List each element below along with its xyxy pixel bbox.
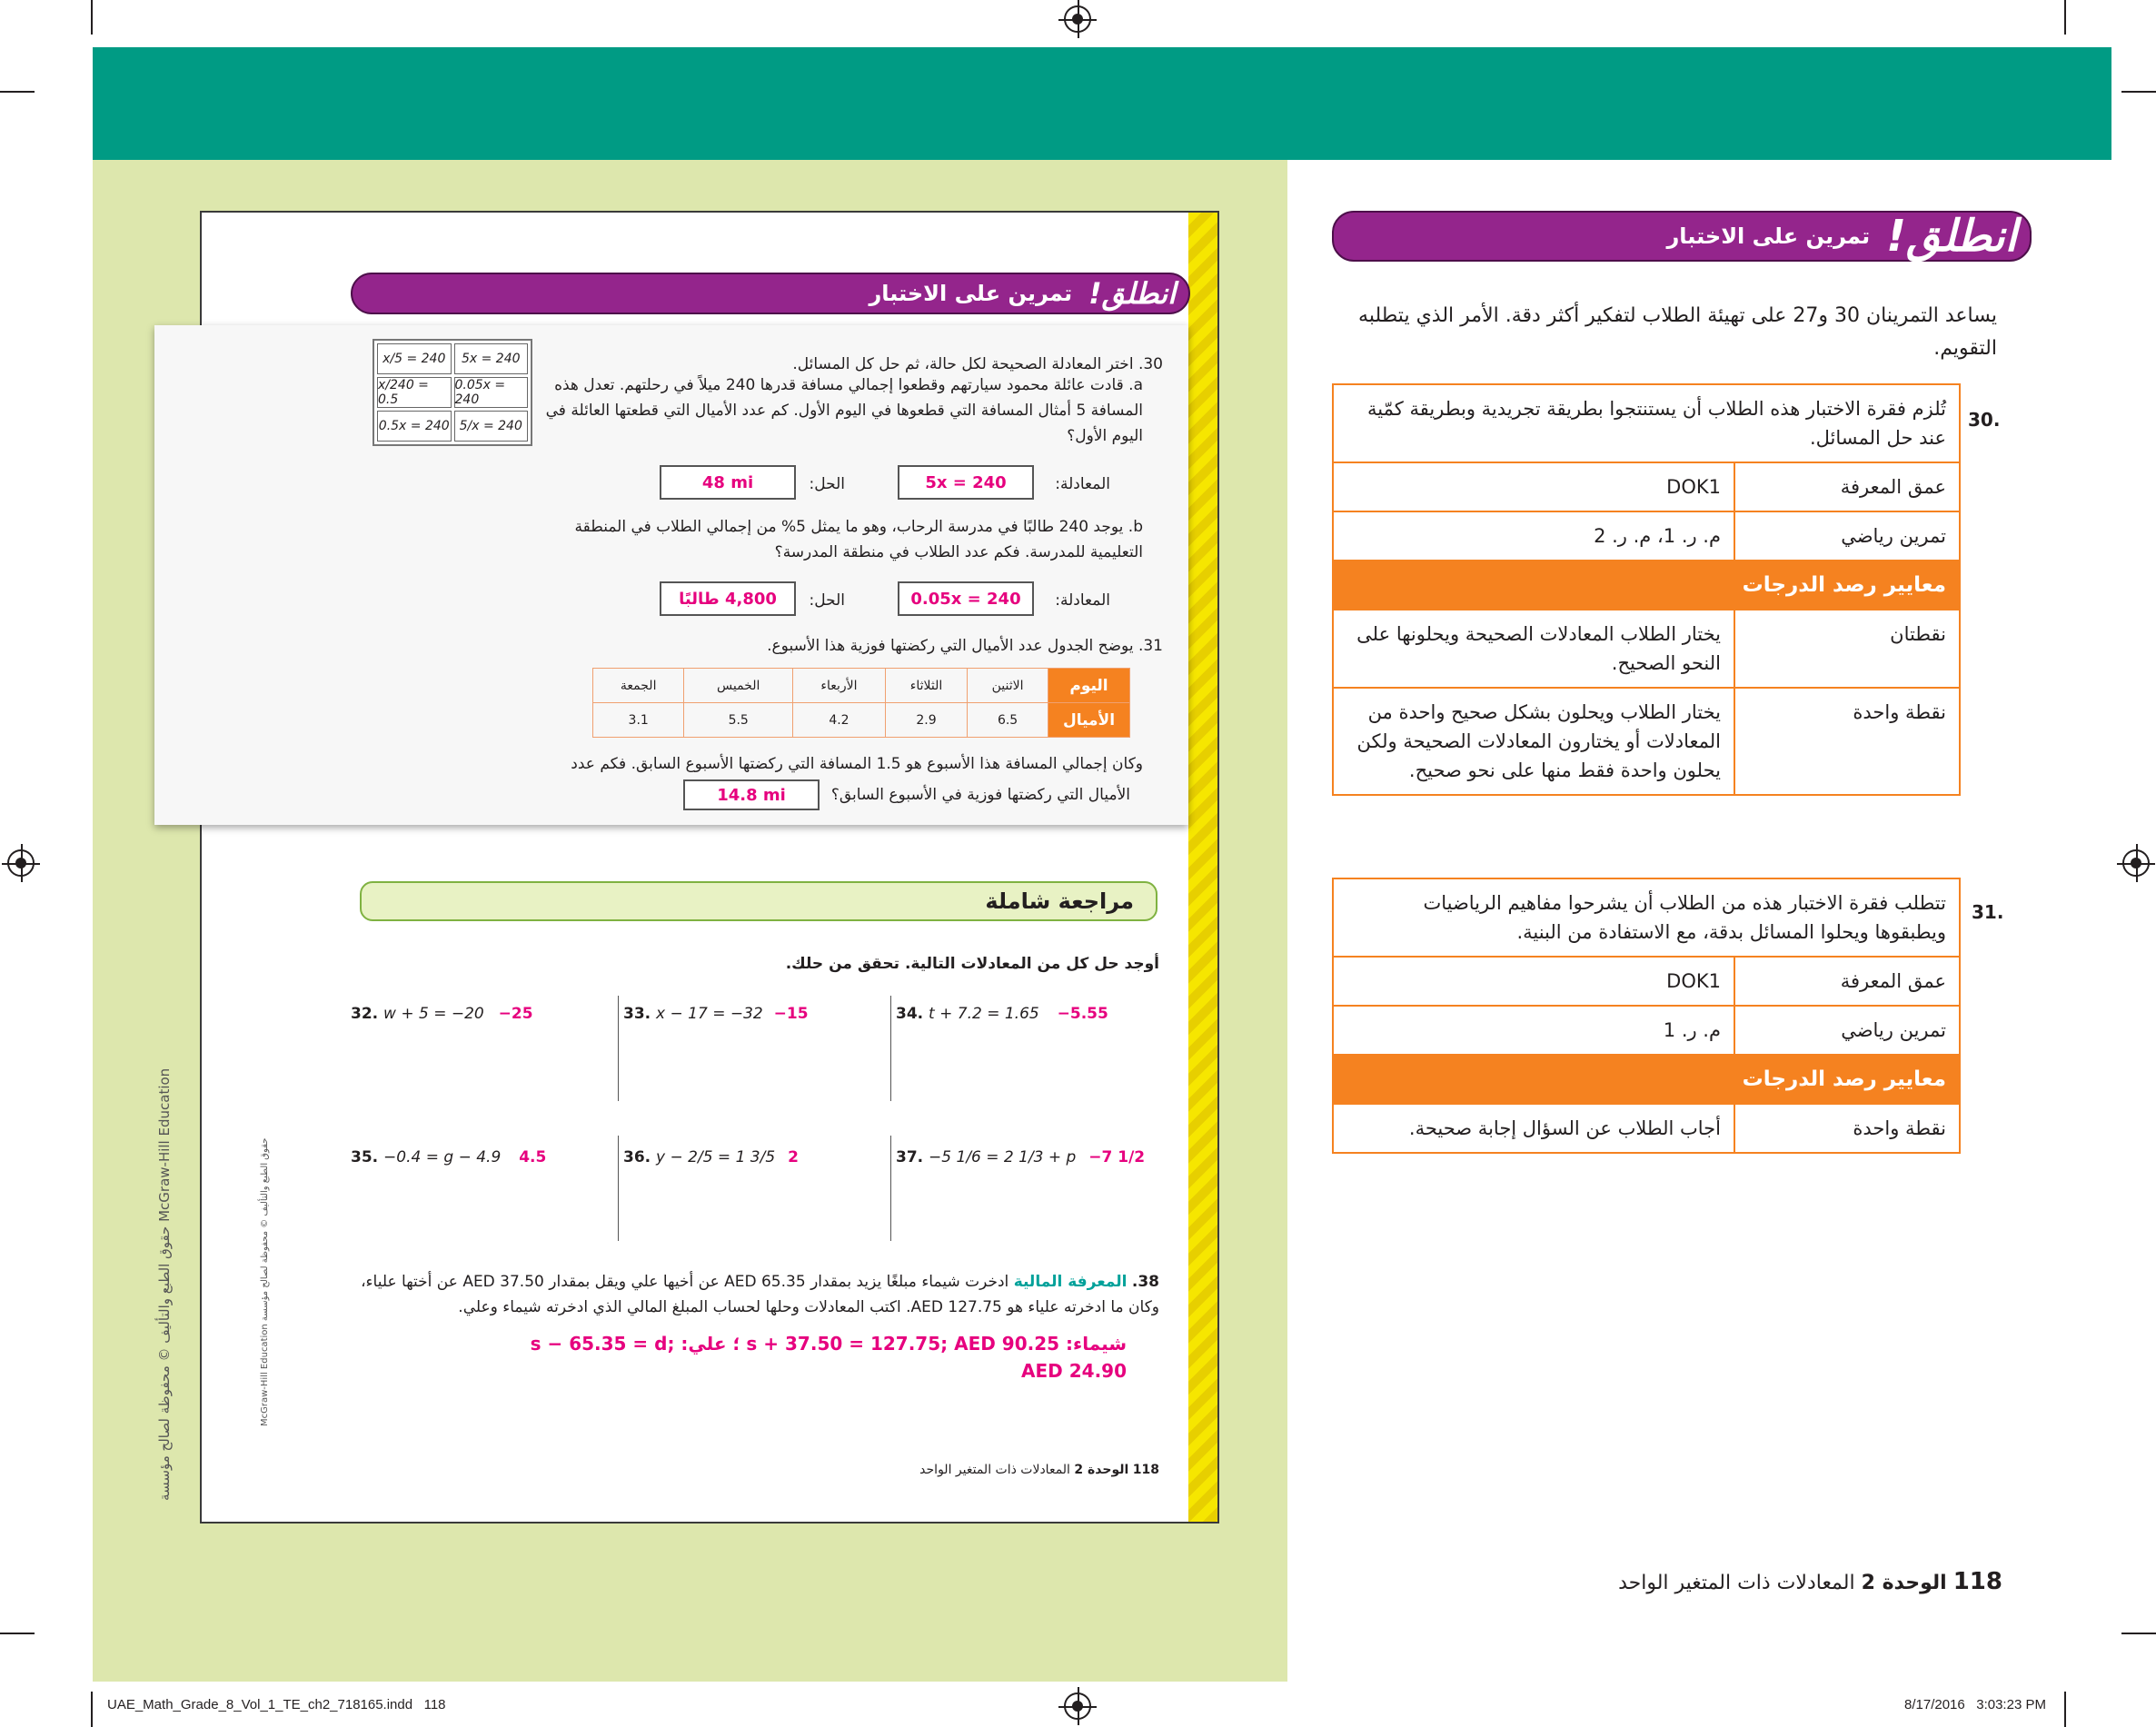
problem-answer: 4.5 bbox=[519, 1148, 547, 1166]
practice-label: تمرين رياضي bbox=[1734, 1006, 1960, 1055]
problem-37 bbox=[896, 1148, 1145, 1166]
teacher-intro: يساعد التمرينان 30 و27 على تهيئة الطلاب لتفكير أكثر دقة. الأمر الذي يتطلبه التقويم. bbox=[1358, 304, 1997, 360]
points: نقطتان bbox=[1734, 610, 1960, 688]
problem-equation: y − 2/5 = 1 3/5 bbox=[656, 1148, 776, 1166]
q31-stem: 31. يوضح الجدول عدد الأميال التي ركضتها فوزية هذا الأسبوع. bbox=[767, 637, 1163, 655]
divider bbox=[890, 1136, 891, 1241]
miles-cell: 4.2 bbox=[793, 703, 886, 738]
equation-option: 5x = 240 bbox=[454, 343, 529, 374]
crop-mark bbox=[0, 91, 35, 93]
equation-option: 0.5x = 240 bbox=[377, 411, 452, 442]
side-copyright: حقوق الطبع والتأليف © محفوظة لصالح مؤسسة McGraw-Hill Education bbox=[156, 1067, 173, 1501]
divider bbox=[618, 1136, 619, 1241]
q30b-text: b. يوجد 240 طالبًا في مدرسة الرحاب، وهو ما يمثل 5% من إجمالي الطلاب في المنطقة التعليمية للمدرسة. فكم عدد الطلاب في منطقة المدرسة؟ bbox=[574, 518, 1143, 561]
table31-number: 31. bbox=[1972, 901, 2004, 923]
crop-mark bbox=[91, 0, 93, 35]
points-desc: يختار الطلاب ويحلون بشكل صحيح واحدة من المعادلات أو يختارون المعادلات الصحيحة ولكن يحلون واحدة فقط منها على نحو صحيح. bbox=[1333, 688, 1734, 795]
header-band bbox=[93, 47, 2111, 160]
day-cell: الثلاثاء bbox=[885, 669, 967, 703]
problem-equation: w + 5 = −20 bbox=[383, 1005, 484, 1023]
problem-34 bbox=[896, 1005, 1108, 1023]
registration-mark-icon bbox=[1064, 1692, 1091, 1720]
divider bbox=[890, 996, 891, 1101]
review-bar bbox=[360, 881, 1157, 921]
crop-mark bbox=[2121, 91, 2156, 93]
q30b-equation: 0.05x = 240 bbox=[898, 581, 1034, 616]
criteria-title: معايير رصد الدرجات bbox=[1333, 561, 1960, 610]
practice-value: م. ر. 1، م. ر. 2 bbox=[1333, 511, 1734, 561]
student-banner bbox=[351, 273, 1190, 314]
day-cell: الاثنين bbox=[968, 669, 1048, 703]
slug-file: UAE_Math_Grade_8_Vol_1_TE_ch2_718165.indd 118 bbox=[107, 1697, 446, 1712]
miles-table bbox=[592, 668, 1130, 738]
slug-date: 8/17/2016 3:03:23 PM bbox=[1904, 1697, 2046, 1712]
registration-mark-icon bbox=[2122, 849, 2150, 877]
teacher-footer bbox=[1454, 1568, 2002, 1595]
table-31 bbox=[1332, 878, 1961, 1154]
day-cell: الجمعة bbox=[593, 669, 684, 703]
dok-label: عمق المعرفة bbox=[1734, 957, 1960, 1006]
footer-title: المعادلات ذات المتغير الواحد bbox=[1618, 1572, 1855, 1594]
problem-answer: 2 bbox=[788, 1148, 799, 1166]
teacher-banner bbox=[1332, 211, 2032, 262]
problem-35 bbox=[351, 1148, 546, 1166]
problem-32 bbox=[351, 1005, 533, 1023]
footer-title: المعادلات ذات المتغير الواحد bbox=[919, 1463, 1070, 1477]
problem-33 bbox=[623, 1005, 809, 1023]
practice-value: م. ر. 1 bbox=[1333, 1006, 1734, 1055]
miles-cell: 5.5 bbox=[684, 703, 793, 738]
q30b-solution: 4,800 طالبًا bbox=[660, 581, 796, 616]
problem-label: 36. bbox=[623, 1148, 651, 1166]
day-cell: الخميس bbox=[684, 669, 793, 703]
banner-subtitle: تمرين على الاختبار bbox=[869, 281, 1073, 306]
day-cell: الأربعاء bbox=[793, 669, 886, 703]
solution-label: الحل: bbox=[809, 591, 845, 610]
crop-mark bbox=[2064, 1692, 2066, 1727]
miles-cell: 3.1 bbox=[593, 703, 684, 738]
q30a-solution: 48 mi bbox=[660, 465, 796, 500]
footer-page: 118 bbox=[1952, 1568, 2002, 1595]
miles-cell: 2.9 bbox=[885, 703, 967, 738]
practice-label: تمرين رياضي bbox=[1734, 511, 1960, 561]
q38-topic: المعرفة المالية bbox=[1013, 1273, 1128, 1291]
registration-mark-icon bbox=[7, 849, 35, 877]
table-30 bbox=[1332, 383, 1961, 796]
problem-label: 33. bbox=[623, 1005, 651, 1023]
dok-value: DOK1 bbox=[1333, 957, 1734, 1006]
equation-label: المعادلة: bbox=[1055, 475, 1110, 493]
banner-subtitle: تمرين على الاختبار bbox=[1666, 223, 1871, 249]
equation-option: x/240 = 0.5 bbox=[377, 377, 452, 408]
q30-stem: 30. اختر المعادلة الصحيحة لكل حالة، ثم حل كل المسائل. bbox=[792, 355, 1163, 373]
footer-unit: الوحدة 2 bbox=[1861, 1572, 1947, 1594]
points: نقطة واحدة bbox=[1734, 1104, 1960, 1153]
problem-36 bbox=[623, 1148, 799, 1166]
crop-mark bbox=[0, 1633, 35, 1634]
q38-body: ادخرت شيماء مبلغًا يزيد بمقدار AED 65.35 عن أخيها علي ويقل بمقدار AED 37.50 عن أختها علياء، bbox=[361, 1273, 1009, 1291]
points-desc: أجاب الطلاب عن السؤال إجابة صحيحة. bbox=[1333, 1104, 1734, 1153]
problem-label: 35. bbox=[351, 1148, 379, 1166]
crop-mark bbox=[91, 1692, 93, 1727]
banner-title: انطلق! bbox=[1088, 276, 1176, 311]
side-copyright-small: McGraw-Hill Education حقوق الطبع والتأليف © محفوظة لصالح مؤسسة bbox=[260, 1137, 270, 1426]
equation-label: المعادلة: bbox=[1055, 591, 1110, 610]
problem-answer: −5.55 bbox=[1057, 1005, 1108, 1023]
miles-header: الأميال bbox=[1048, 703, 1130, 738]
q31-answer: 14.8 mi bbox=[683, 779, 820, 810]
equation-options bbox=[373, 339, 532, 446]
problem-label: 37. bbox=[896, 1148, 924, 1166]
footer-unit: الوحدة 2 bbox=[1074, 1463, 1129, 1477]
solution-label: الحل: bbox=[809, 475, 845, 493]
problem-equation: −0.4 = g − 4.9 bbox=[383, 1148, 502, 1166]
points: نقطة واحدة bbox=[1734, 688, 1960, 795]
equation-option: 5/x = 240 bbox=[454, 411, 529, 442]
criteria-title: معايير رصد الدرجات bbox=[1333, 1055, 1960, 1104]
registration-mark-icon bbox=[1064, 5, 1091, 33]
table31-description: تتطلب فقرة الاختبار هذه من الطلاب أن يشرحوا مفاهيم الرياضيات ويطبقوها ويحلوا المسائل بدقة، مع الاستفادة من البنية. bbox=[1333, 878, 1960, 957]
banner-title: انطلق! bbox=[1886, 211, 2017, 262]
edge-stripe bbox=[1188, 213, 1217, 1522]
problem-answer: −15 bbox=[773, 1005, 809, 1023]
student-footer bbox=[818, 1463, 1159, 1477]
q38-text-2: وكان ما ادخرته علياء هو AED 127.75. اكتب المعادلات وحلها لحساب المبلغ المالي الذي ادخرته شيماء وعلي. bbox=[458, 1298, 1159, 1316]
q38-text bbox=[351, 1268, 1159, 1295]
crop-mark bbox=[2121, 1633, 2156, 1634]
problem-label: 32. bbox=[351, 1005, 379, 1023]
review-instruction: أوجد حل كل من المعادلات التالية. تحقق من حلك. bbox=[785, 955, 1159, 973]
table30-number: 30. bbox=[1968, 409, 2001, 431]
table30-description: تُلزم فقرة الاختبار هذه الطلاب أن يستنتجوا بطريقة تجريدية وبطريقة كمّية عند حل المسائل. bbox=[1333, 384, 1960, 462]
review-title: مراجعة شاملة bbox=[985, 888, 1134, 914]
miles-cell: 6.5 bbox=[968, 703, 1048, 738]
footer-page: 118 bbox=[1132, 1463, 1159, 1477]
problem-equation: t + 7.2 = 1.65 bbox=[929, 1005, 1039, 1023]
q38-answer: شيماء: s + 37.50 = 127.75; AED 90.25 ؛ علي: s − 65.35 = d; AED 24.90 bbox=[530, 1333, 1127, 1382]
problem-equation: x − 17 = −32 bbox=[656, 1005, 763, 1023]
equation-option: x/5 = 240 bbox=[377, 343, 452, 374]
q30a-equation: 5x = 240 bbox=[898, 465, 1034, 500]
crop-mark bbox=[2064, 0, 2066, 35]
problem-equation: −5 1/6 = 2 1/3 + p bbox=[929, 1148, 1077, 1166]
q31-follow-2: الأميال التي ركضتها فوزية في الأسبوع السابق؟ bbox=[830, 786, 1130, 804]
day-header: اليوم bbox=[1048, 669, 1130, 703]
problem-answer: −7 1/2 bbox=[1088, 1148, 1146, 1166]
dok-label: عمق المعرفة bbox=[1734, 462, 1960, 511]
q38-label: 38. bbox=[1131, 1273, 1159, 1291]
points-desc: يختار الطلاب المعادلات الصحيحة ويحلونها على النحو الصحيح. bbox=[1333, 610, 1734, 688]
problem-answer: −25 bbox=[498, 1005, 533, 1023]
q30a-text: a. قادت عائلة محمود سيارتهم وقطعوا إجمالي مسافة قدرها 240 ميلاً في رحلتهم. تعدل هذه المسافة 5 أمثال المسافة التي قطعوها في اليوم الأول. كم عدد الأميال التي قطعتها العائلة في اليوم الأول؟ bbox=[545, 376, 1143, 445]
problem-label: 34. bbox=[896, 1005, 924, 1023]
divider bbox=[618, 996, 619, 1101]
dok-value: DOK1 bbox=[1333, 462, 1734, 511]
equation-option: 0.05x = 240 bbox=[454, 377, 529, 408]
q31-follow: وكان إجمالي المسافة هذا الأسبوع هو 1.5 المسافة التي ركضتها الأسبوع السابق. فكم عدد bbox=[571, 755, 1143, 773]
